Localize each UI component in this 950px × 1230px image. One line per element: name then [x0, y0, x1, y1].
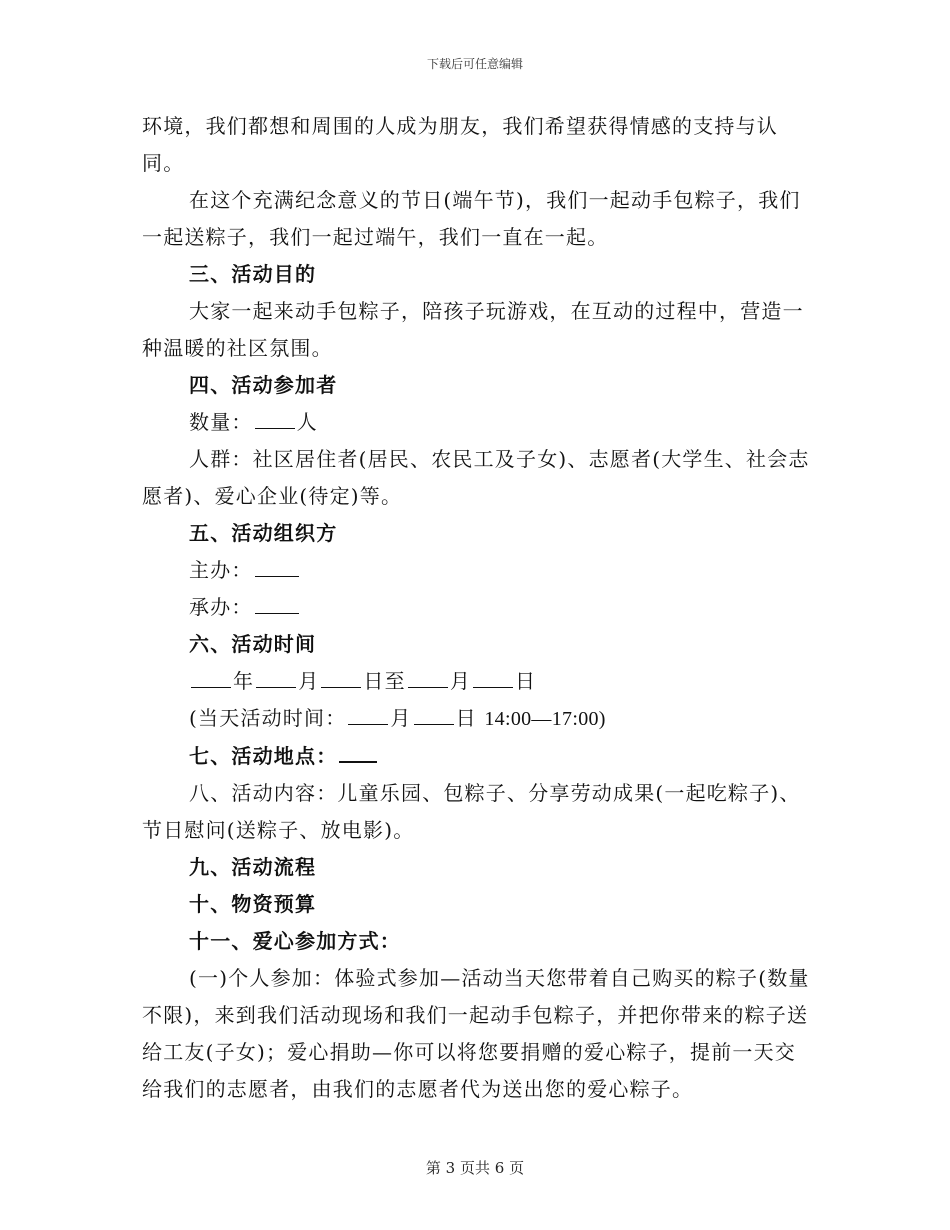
end-day-blank: [473, 665, 513, 688]
heading-budget: 十、物资预算: [189, 892, 317, 916]
time-month-blank: [348, 702, 388, 725]
day-to-text: 日至: [363, 669, 406, 693]
page-header: 下载后可任意编辑: [426, 57, 523, 71]
month-text: 月: [298, 669, 320, 693]
heading-location: [142, 738, 814, 775]
heading-purpose: 三、活动目的: [189, 262, 317, 286]
time-range: 14:00—17:00): [484, 708, 606, 730]
participant-count-line: [142, 404, 814, 441]
organizer-label: 承办：: [189, 595, 253, 619]
location-label: 七、活动地点：: [189, 744, 338, 768]
day-blank: [321, 665, 361, 688]
organizer-blank: [255, 591, 299, 614]
document-body: [142, 108, 814, 1108]
paragraph-crowd: 人群：社区居住者(居民、农民工及子女)、志愿者(大学生、社会志愿者)、爱心企业(待定)等。: [142, 447, 810, 508]
year-blank: [191, 665, 231, 688]
heading-organizers: 五、活动组织方: [189, 521, 338, 545]
heading-participants: 四、活动参加者: [189, 373, 338, 397]
year-text: 年: [233, 669, 255, 693]
paragraph-purpose: 大家一起来动手包粽子，陪孩子玩游戏，在互动的过程中，营造一种温暖的社区氛围。: [142, 299, 804, 360]
month-blank: [256, 665, 296, 688]
heading-time: 六、活动时间: [189, 632, 317, 656]
heading-participation: 十一、爱心参加方式：: [189, 929, 401, 953]
end-month-text: 月: [449, 669, 472, 693]
paragraph-individual: (一)个人参加：体验式参加—活动当天您带着自己购买的粽子(数量不限)，来到我们活动现场和我们一起动手包粽子，并把你带来的粽子送给工友(子女)；爱心捐助—你可以将您要捐赠的爱心粽子，提前一天交给我们的志愿者，由我们的志愿者代为送出您的爱心粽子。: [142, 966, 810, 1101]
activity-time-line: [142, 700, 814, 738]
end-day-text: 日: [515, 669, 537, 693]
host-blank: [255, 554, 299, 577]
time-prefix: (当天活动时间：: [189, 706, 347, 730]
time-month-text: 月: [390, 706, 412, 730]
date-range-line: [142, 663, 814, 700]
heading-process: 九、活动流程: [189, 855, 317, 879]
end-month-blank: [408, 665, 448, 688]
count-blank: [255, 406, 295, 429]
time-day-text: 日: [455, 706, 477, 730]
paragraph-continued: 环境，我们都想和周围的人成为朋友，我们希望获得情感的支持与认同。: [142, 114, 778, 175]
host-line: [142, 552, 814, 589]
time-day-blank: [414, 702, 454, 725]
paragraph-festival: 在这个充满纪念意义的节日(端午节)，我们一起动手包粽子，我们一起送粽子，我们一起过端午，我们一直在一起。: [142, 188, 801, 249]
page-footer: 第 3 页共 6 页: [425, 1159, 525, 1177]
count-unit: 人: [296, 410, 318, 434]
location-blank: [339, 739, 377, 763]
count-label: 数量：: [189, 410, 253, 434]
organizer-line: [142, 589, 814, 626]
paragraph-content: 八、活动内容：儿童乐园、包粽子、分享劳动成果(一起吃粽子)、节日慰问(送粽子、放电影)。: [142, 781, 801, 842]
host-label: 主办：: [189, 558, 253, 582]
